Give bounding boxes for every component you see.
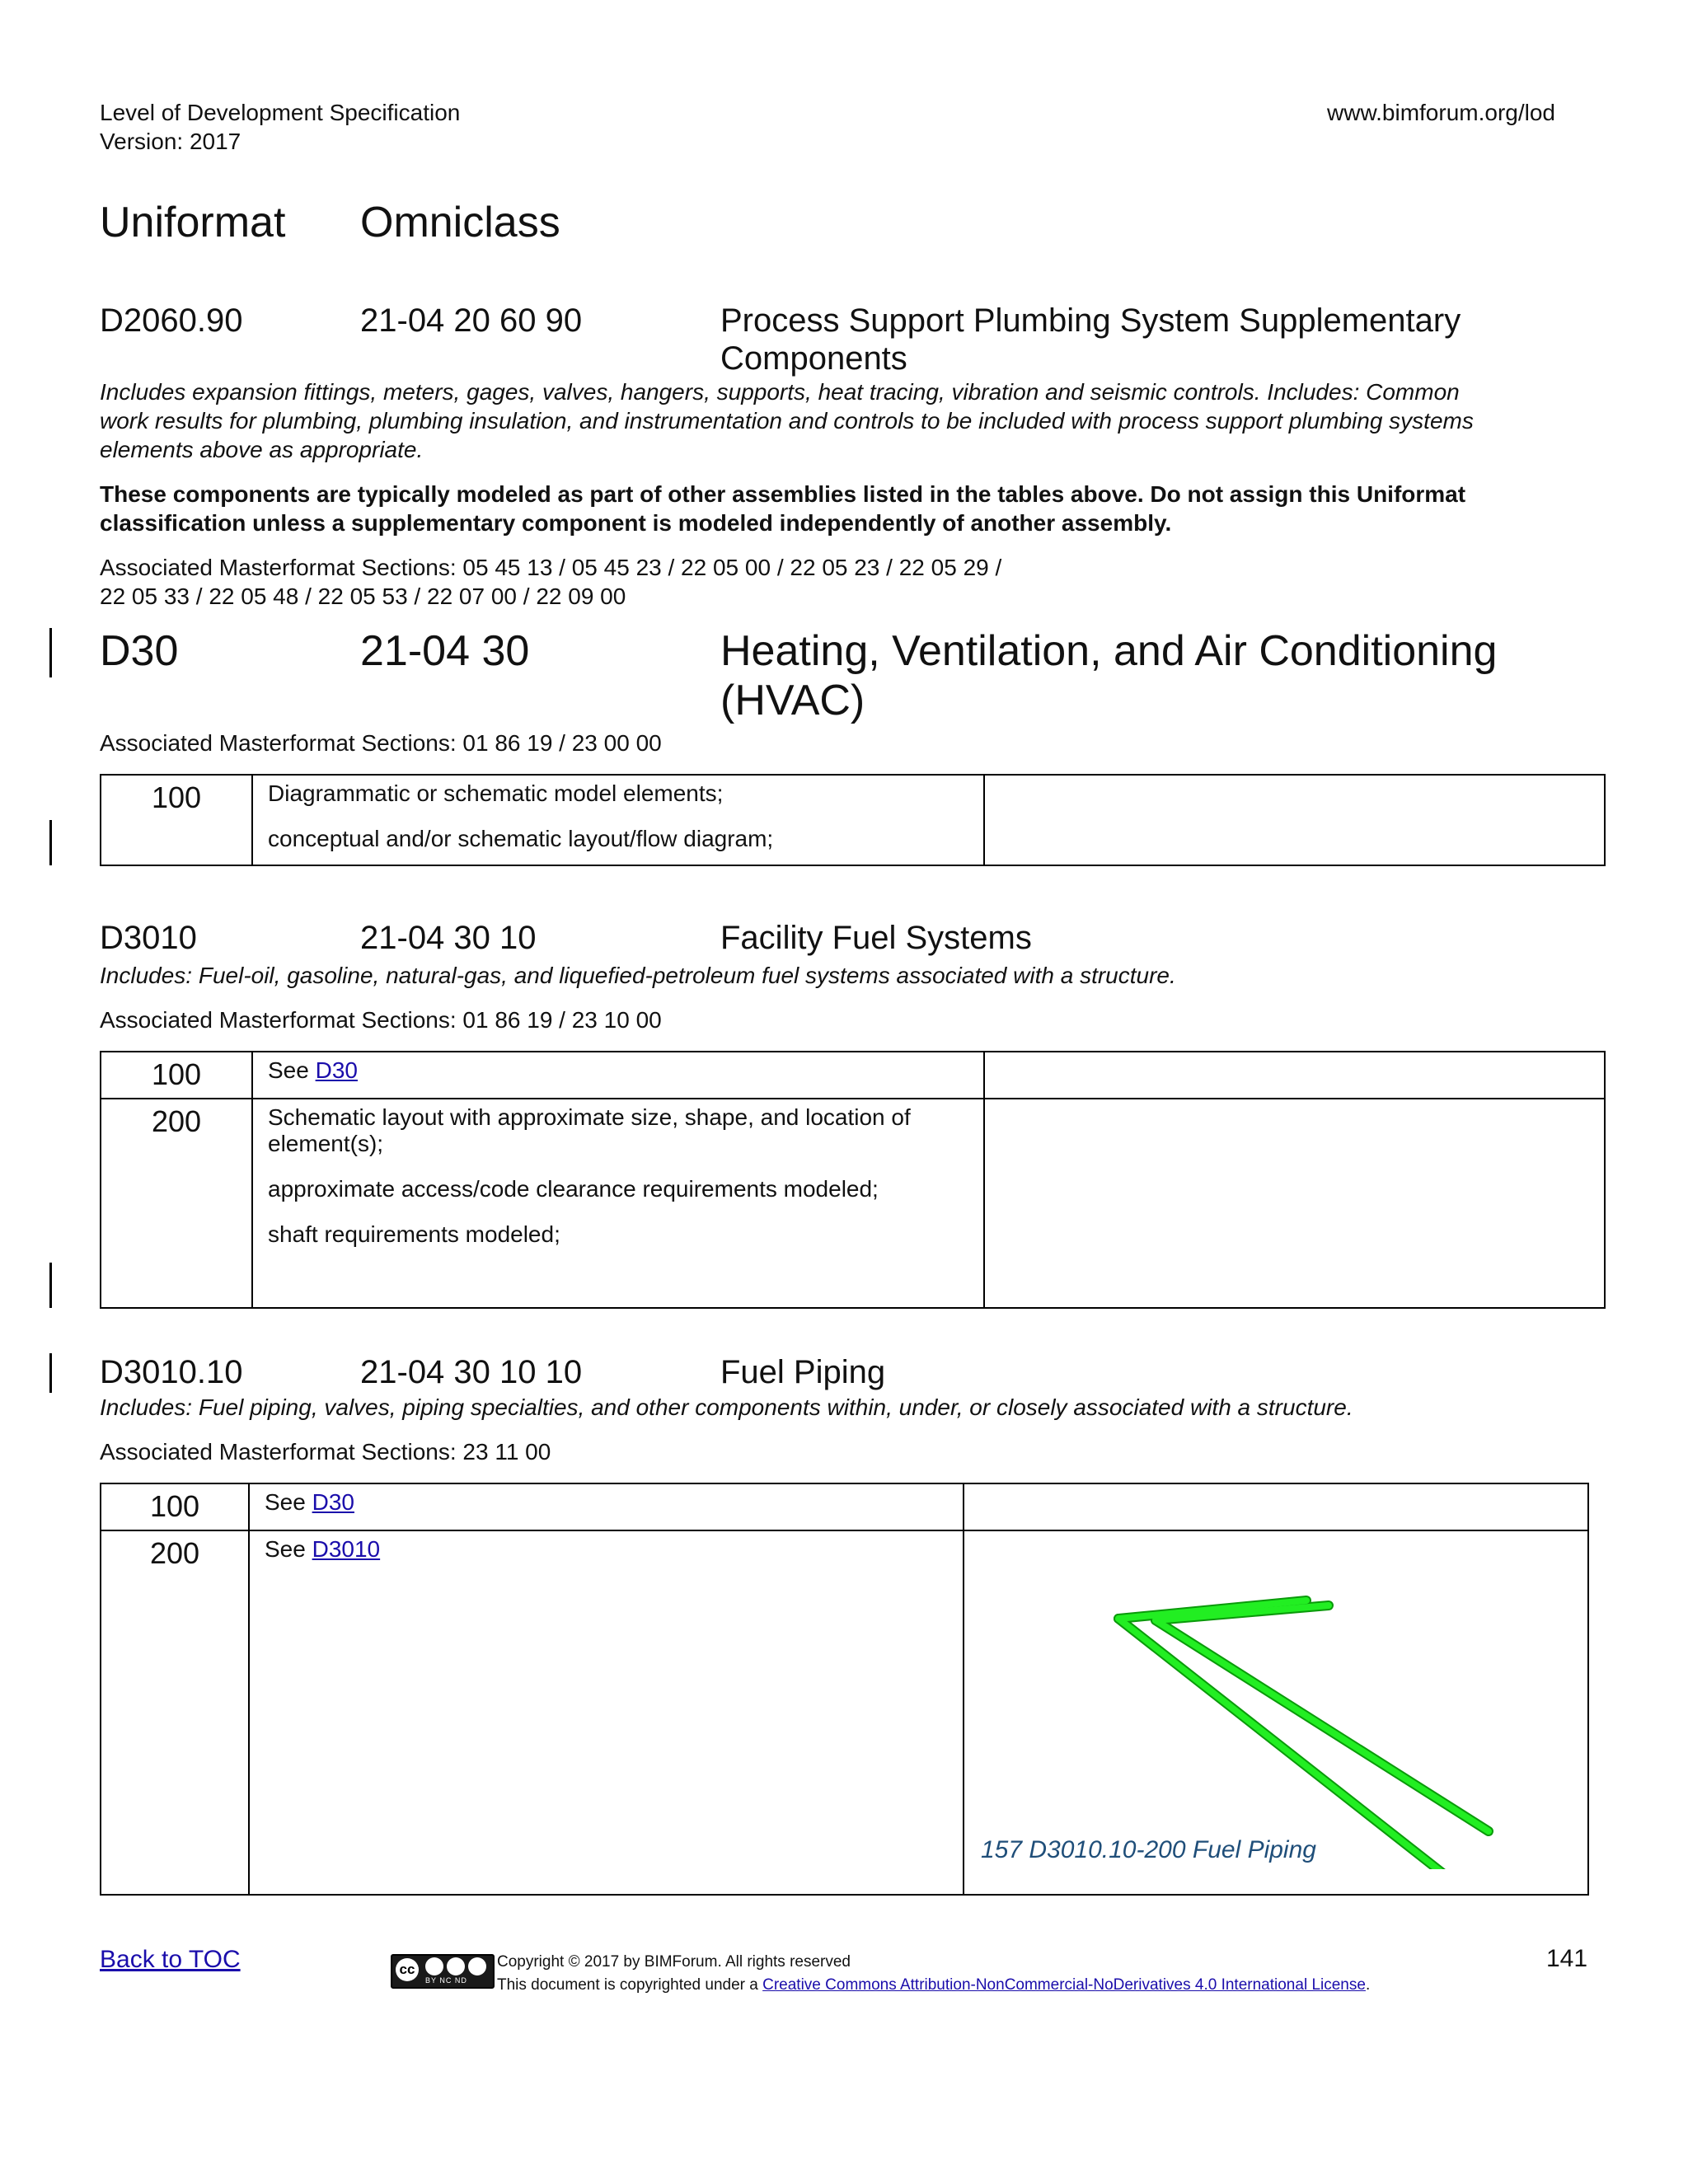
- see-label: See: [265, 1536, 312, 1562]
- license-line: [497, 1973, 1370, 1998]
- pipe-highlight: [1118, 1601, 1489, 1869]
- description-line: approximate access/code clearance requirements modeled;: [268, 1176, 879, 1202]
- d3010-masterformat: Associated Masterformat Sections: 01 86 19 / 23 10 00: [100, 1007, 662, 1033]
- d30-omniclass: 21-04 30: [360, 627, 530, 675]
- table-row: [101, 1052, 1605, 1099]
- d30-title-line1: Heating, Ventilation, and Air Conditioning: [720, 627, 1498, 675]
- lod-image-cell: [984, 775, 1605, 865]
- d3010-includes: Includes: Fuel-oil, gasoline, natural-gas, and liquefied-petroleum fuel systems associated with a structure.: [100, 963, 1176, 988]
- lod-image-cell: [984, 1052, 1605, 1099]
- d30-link[interactable]: D30: [315, 1057, 358, 1083]
- page-number: 141: [1546, 1945, 1588, 1972]
- copyright-text: Copyright © 2017 by BIMForum. All rights reserved: [497, 1953, 851, 1971]
- revision-bar: [49, 820, 52, 865]
- revision-bar: [49, 1353, 52, 1393]
- description-line: element(s);: [268, 1131, 384, 1156]
- lod-image-cell: [964, 1530, 1588, 1895]
- revision-bar: [49, 628, 52, 677]
- nd-icon: [468, 1957, 486, 1975]
- revision-bar: [49, 1263, 52, 1308]
- creative-commons-badge-icon: [391, 1954, 495, 1989]
- table-row: [101, 1099, 1605, 1308]
- d3010-lod-table: [100, 1051, 1606, 1309]
- d30-masterformat: Associated Masterformat Sections: 01 86 19 / 23 00 00: [100, 730, 662, 756]
- lod-image-cell: [984, 1099, 1605, 1308]
- d301010-includes: Includes: Fuel piping, valves, piping specialties, and other components within, under, or closely associated with a structure.: [100, 1394, 1353, 1420]
- d301010-masterformat: Associated Masterformat Sections: 23 11 00: [100, 1439, 551, 1465]
- table-row: [101, 1483, 1588, 1530]
- lod-description: [252, 775, 984, 865]
- d2060-includes-line1: Includes expansion fittings, meters, gages, valves, hangers, supports, heat tracing, vibration and seismic controls. Includes: Common: [100, 379, 1460, 405]
- d30-lod-table: [100, 774, 1606, 866]
- lod-level: 100: [101, 1052, 252, 1099]
- d2060-title-line2: Components: [720, 340, 907, 377]
- omniclass-heading: Omniclass: [360, 199, 560, 246]
- license-suffix: .: [1365, 1976, 1371, 1994]
- d3010-omniclass: 21-04 30 10: [360, 920, 537, 956]
- d2060-includes-line3: elements above as appropriate.: [100, 437, 424, 462]
- see-label: See: [268, 1057, 316, 1083]
- uniformat-heading: Uniformat: [100, 199, 286, 246]
- d30-title-line2: (HVAC): [720, 677, 865, 724]
- d2060-masterformat-line2: 22 05 33 / 22 05 48 / 22 05 53 / 22 07 00 / 22 09 00: [100, 583, 626, 609]
- cc-icon: cc: [396, 1958, 419, 1981]
- nc-icon: [447, 1957, 465, 1975]
- d2060-code: D2060.90: [100, 302, 243, 339]
- doc-version: Version: 2017: [100, 129, 241, 154]
- lod-level: 100: [101, 775, 252, 865]
- license-prefix: This document is copyrighted under a: [497, 1976, 763, 1994]
- d301010-omniclass: 21-04 30 10 10: [360, 1354, 583, 1390]
- doc-title: Level of Development Specification: [100, 100, 461, 125]
- lod-level: 200: [101, 1530, 249, 1895]
- d30-code: D30: [100, 627, 179, 675]
- d301010-title: Fuel Piping: [720, 1354, 886, 1390]
- lod-description: [249, 1483, 964, 1530]
- d30-link[interactable]: D30: [312, 1489, 354, 1515]
- d2060-omniclass: 21-04 20 60 90: [360, 302, 583, 339]
- d301010-code: D3010.10: [100, 1354, 243, 1390]
- fuel-piping-image: [1030, 1540, 1640, 1869]
- description-line: shaft requirements modeled;: [268, 1221, 560, 1247]
- lod-image-cell: [964, 1483, 1588, 1530]
- lod-level: 100: [101, 1483, 249, 1530]
- see-label: See: [265, 1489, 312, 1515]
- by-icon: [425, 1957, 443, 1975]
- license-link[interactable]: Creative Commons Attribution-NonCommercial-NoDerivatives 4.0 International License: [762, 1976, 1366, 1994]
- d2060-includes-line2: work results for plumbing, plumbing insulation, and instrumentation and controls to be included with process support plumbing systems: [100, 408, 1474, 434]
- d3010-title: Facility Fuel Systems: [720, 920, 1032, 956]
- description-line: conceptual and/or schematic layout/flow diagram;: [268, 826, 774, 851]
- d301010-lod-table: [100, 1483, 1589, 1896]
- description-line: Diagrammatic or schematic model elements;: [268, 780, 724, 806]
- d2060-masterformat-line1: Associated Masterformat Sections: 05 45 13 / 05 45 23 / 22 05 00 / 22 05 23 / 22 05 29 /: [100, 555, 1002, 580]
- lod-level: 200: [101, 1099, 252, 1308]
- table-row: [101, 775, 1605, 865]
- lod-description: [252, 1099, 984, 1308]
- back-to-toc-link[interactable]: Back to TOC: [100, 1946, 241, 1973]
- figure-caption: 157 D3010.10-200 Fuel Piping: [981, 1836, 1316, 1863]
- d2060-title-line1: Process Support Plumbing System Supplementary: [720, 302, 1461, 339]
- lod-description: [252, 1052, 984, 1099]
- header-url: www.bimforum.org/lod: [1327, 100, 1555, 125]
- d3010-code: D3010: [100, 920, 197, 956]
- d2060-note-line1: These components are typically modeled as part of other assemblies listed in the tables above. Do not assign this Uniformat: [100, 481, 1466, 507]
- table-row: [101, 1530, 1588, 1895]
- d2060-note-line2: classification unless a supplementary component is modeled independently of another assembly.: [100, 510, 1172, 536]
- d3010-link[interactable]: D3010: [312, 1536, 381, 1562]
- badge-labels: BY NC ND: [425, 1976, 467, 1985]
- description-line: Schematic layout with approximate size, shape, and location of: [268, 1104, 911, 1130]
- lod-description: [249, 1530, 964, 1895]
